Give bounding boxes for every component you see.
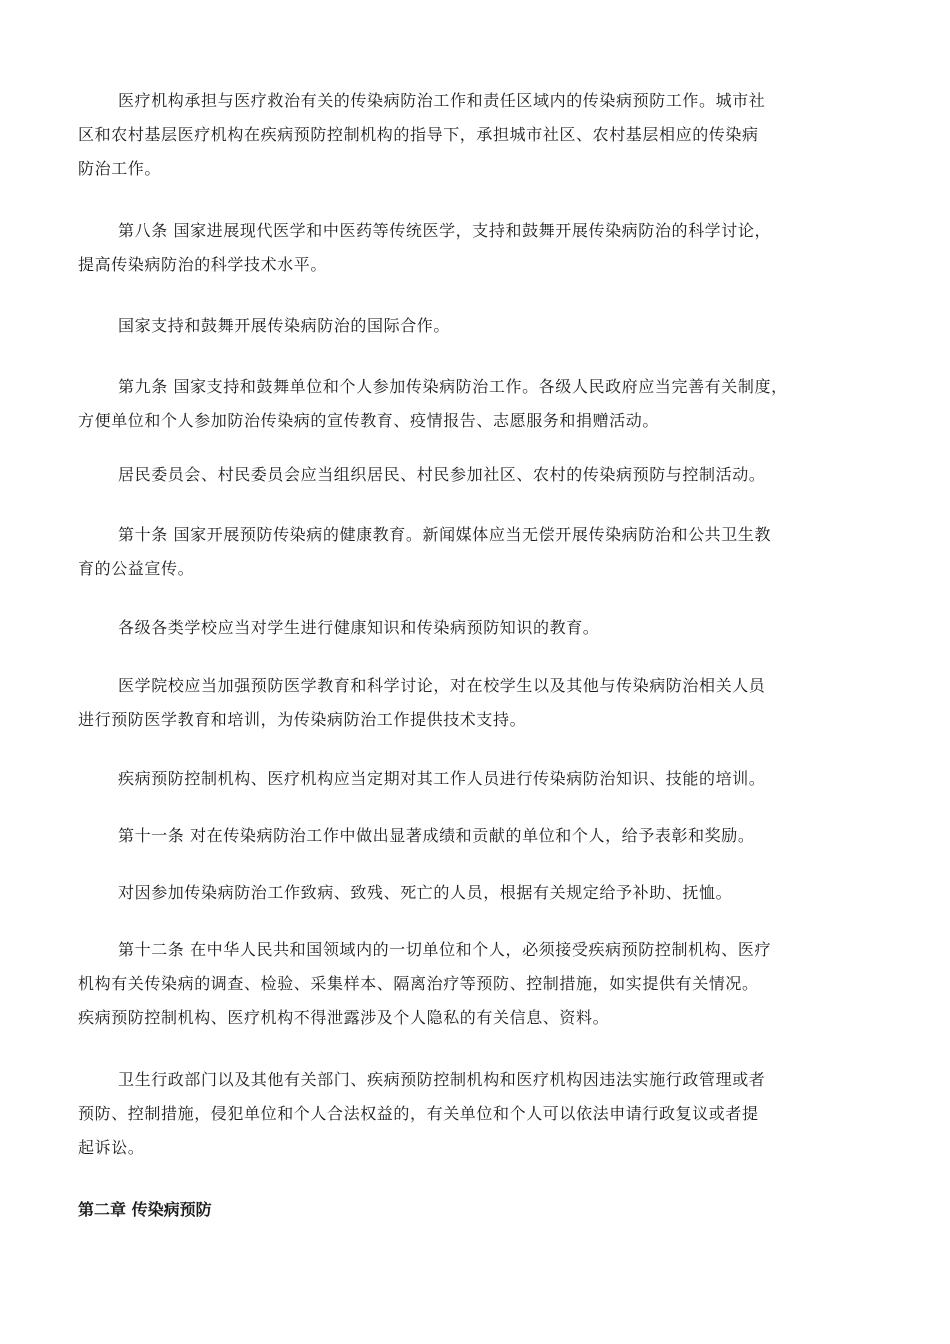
paragraph-line: 预防、控制措施，侵犯单位和个人合法权益的，有关单位和个人可以依法申请行政复议或者提 <box>78 1104 759 1123</box>
paragraph-line: 卫生行政部门以及其他有关部门、疾病预防控制机构和医疗机构因违法实施行政管理或者 <box>118 1070 766 1089</box>
paragraph-line: 国家支持和鼓舞开展传染病防治的国际合作。 <box>118 316 451 335</box>
paragraph-line: 机构有关传染病的调查、检验、采集样本、隔离治疗等预防、控制措施，如实提供有关情况。 <box>78 974 759 993</box>
paragraph-administrative-review <box>78 1063 878 1165</box>
paragraph-international-cooperation <box>78 309 878 343</box>
paragraph-line: 第十条 国家开展预防传染病的健康教育。新闻媒体应当无偿开展传染病防治和公共卫生教 <box>118 525 772 544</box>
paragraph-medical-institutions <box>78 84 878 186</box>
paragraph-line: 医疗机构承担与医疗救治有关的传染病防治工作和责任区域内的传染病预防工作。城市社 <box>118 91 766 110</box>
paragraph-line: 医学院校应当加强预防医学教育和科学讨论，对在校学生以及其他与传染病防治相关人员 <box>118 676 766 695</box>
paragraph-line: 各级各类学校应当对学生进行健康知识和传染病预防知识的教育。 <box>118 618 600 637</box>
paragraph-article-11 <box>78 819 878 853</box>
paragraph-line: 区和农村基层医疗机构在疾病预防控制机构的指导下，承担城市社区、农村基层相应的传染病 <box>78 125 759 144</box>
paragraph-line: 方便单位和个人参加防治传染病的宣传教育、疫情报告、志愿服务和捐赠活动。 <box>78 411 660 430</box>
paragraph-line: 对因参加传染病防治工作致病、致残、死亡的人员，根据有关规定给予补助、抚恤。 <box>118 883 733 902</box>
paragraph-article-9 <box>78 370 878 438</box>
paragraph-line: 起诉讼。 <box>78 1138 145 1157</box>
paragraph-residents-committee <box>78 458 878 492</box>
paragraph-line: 第十二条 在中华人民共和国领域内的一切单位和个人，必须接受疾病预防控制机构、医疗 <box>118 940 772 959</box>
paragraph-line: 疾病预防控制机构、医疗机构不得泄露涉及个人隐私的有关信息、资料。 <box>78 1008 610 1027</box>
chapter-heading: 第二章 传染病预防 <box>78 1200 212 1219</box>
paragraph-line: 提高传染病防治的科学技术水平。 <box>78 255 328 274</box>
paragraph-schools <box>78 611 878 645</box>
paragraph-line: 育的公益宣传。 <box>78 559 195 578</box>
paragraph-line: 第九条 国家支持和鼓舞单位和个人参加传染病防治工作。各级人民政府应当完善有关制度， <box>118 377 788 396</box>
paragraph-medical-colleges <box>78 669 878 737</box>
paragraph-compensation <box>78 876 878 910</box>
paragraph-line: 第十一条 对在传染病防治工作中做出显著成绩和贡献的单位和个人，给予表彰和奖励。 <box>118 826 755 845</box>
paragraph-training <box>78 762 878 796</box>
paragraph-article-12 <box>78 933 878 1035</box>
paragraph-article-10 <box>78 518 878 586</box>
paragraph-line: 进行预防医学教育和培训，为传染病防治工作提供技术支持。 <box>78 710 527 729</box>
paragraph-line: 防治工作。 <box>78 159 162 178</box>
paragraph-line: 第八条 国家进展现代医学和中医药等传统医学，支持和鼓舞开展传染病防治的科学讨论， <box>118 221 772 240</box>
paragraph-article-8 <box>78 214 878 282</box>
paragraph-line: 居民委员会、村民委员会应当组织居民、村民参加社区、农村的传染病预防与控制活动。 <box>118 465 766 484</box>
paragraph-line: 疾病预防控制机构、医疗机构应当定期对其工作人员进行传染病防治知识、技能的培训。 <box>118 769 766 788</box>
